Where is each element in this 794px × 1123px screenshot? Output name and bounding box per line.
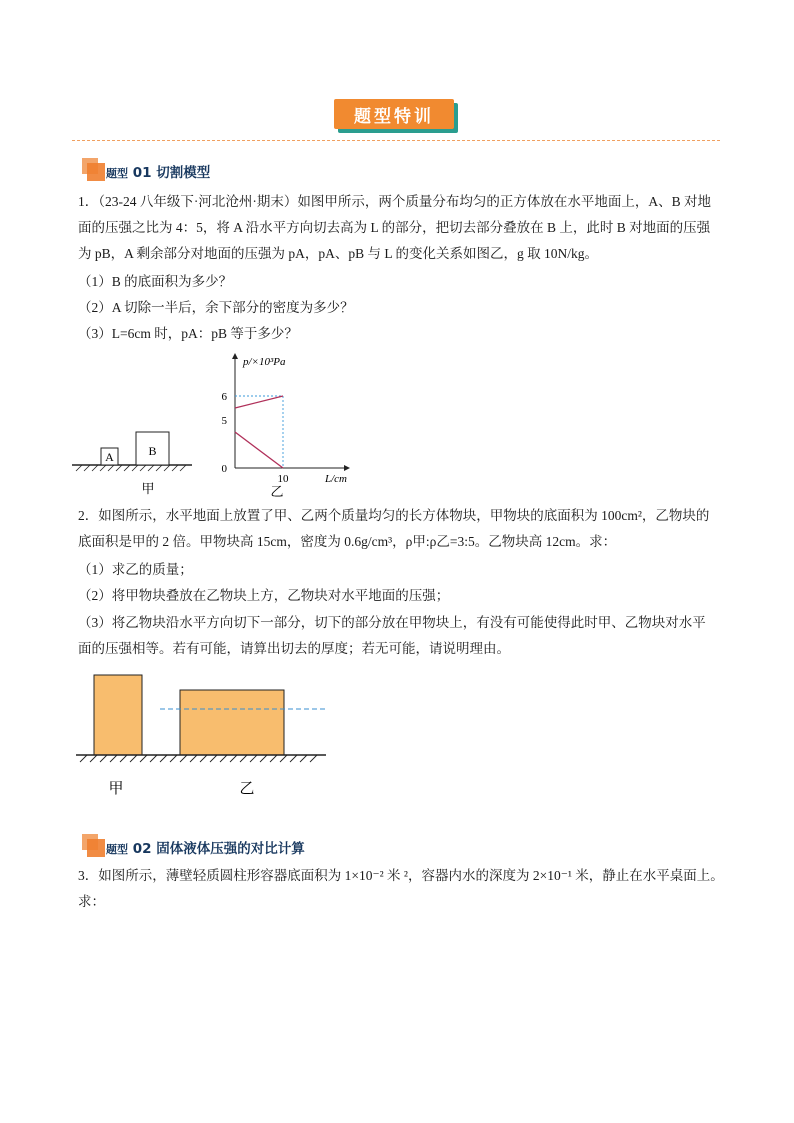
q1-line-1: 1．（23-24 八年级下·河北沧州·期末）如图甲所示，两个质量分布均匀的正方体放在水平地面上，A、B 对地 bbox=[78, 194, 711, 209]
section-banner bbox=[334, 99, 458, 133]
q1-sub-1: （1）B 的底面积为多少？ bbox=[78, 274, 233, 289]
q3-line-2: 求： bbox=[78, 894, 105, 909]
y-axis-label: p/×10³Pa bbox=[243, 356, 286, 368]
series-pa-line bbox=[235, 432, 283, 468]
block-b-label: B bbox=[148, 444, 157, 458]
q1-line-2: 面的压强之比为 4：5，将 A 沿水平方向切去高为 L 的部分，把切去部分叠放在 B 上，此时 B 对地面的压强 bbox=[78, 220, 711, 235]
q2-figure-blocks bbox=[74, 670, 334, 800]
block-yi bbox=[180, 690, 284, 755]
dashed-divider bbox=[72, 140, 720, 141]
banner-title: 题型特训 bbox=[334, 99, 454, 129]
x-axis-label: L/cm bbox=[325, 473, 347, 485]
y-tick-6: 6 bbox=[221, 391, 227, 403]
q2-sub-1: （1）求乙的质量； bbox=[78, 562, 193, 577]
y-tick-0: 0 bbox=[221, 463, 227, 475]
q2-sub-2: （2）将甲物块叠放在乙物块上方，乙物块对水平地面的压强； bbox=[78, 588, 450, 603]
q1-line-3: 为 pB，A 剩余部分对地面的压强为 pA，pA、pB 与 L 的变化关系如图乙，g 取 10N/kg。 bbox=[78, 246, 599, 261]
section-tag: 题型 bbox=[106, 167, 128, 180]
figure-caption-jia: 甲 bbox=[141, 481, 155, 495]
q2-sub-3b: 面的压强相等。若有可能，请算出切去的厚度；若无可能，请说明理由。 bbox=[78, 641, 510, 656]
heading-square-icon bbox=[87, 163, 105, 181]
section-tag: 题型 bbox=[106, 843, 128, 856]
q1-sub-3: （3）L=6cm 时，pA：pB 等于多少？ bbox=[78, 326, 298, 341]
section-title: 02 固体液体压强的对比计算 bbox=[132, 841, 305, 857]
caption-jia: 甲 bbox=[108, 781, 124, 797]
y-tick-5: 5 bbox=[221, 415, 227, 427]
q2-sub-3a: （3）将乙物块沿水平方向切下一部分，切下的部分放在甲物块上，有没有可能使得此时甲、乙物块对水平 bbox=[78, 615, 706, 630]
q1-pressure-chart bbox=[215, 348, 365, 498]
q2-line-2: 底面积是甲的 2 倍。甲物块高 15cm，密度为 0.6g/cm³，ρ甲:ρ乙=3:5。乙物块高 12cm。求： bbox=[78, 534, 617, 549]
q3-line-1: 3．如图所示，薄壁轻质圆柱形容器底面积为 1×10⁻² 米 ²，容器内水的深度为 2×10⁻¹ 米，静止在水平桌面上。 bbox=[78, 868, 724, 883]
figure-caption-yi: 乙 bbox=[270, 484, 284, 498]
section-title: 01 切割模型 bbox=[132, 165, 211, 181]
caption-yi: 乙 bbox=[239, 781, 255, 797]
block-jia bbox=[94, 675, 142, 755]
x-tick-10: 10 bbox=[277, 473, 289, 485]
block-a-label: A bbox=[105, 450, 114, 464]
series-pb-line bbox=[235, 396, 283, 408]
q1-sub-2: （2）A 切除一半后，余下部分的密度为多少？ bbox=[78, 300, 354, 315]
q2-line-1: 2．如图所示，水平地面上放置了甲、乙两个质量均匀的长方体物块，甲物块的底面积为 100cm²，乙物块的 bbox=[78, 508, 710, 523]
q1-figure-blocks bbox=[68, 425, 198, 495]
heading-square-icon bbox=[87, 839, 105, 857]
